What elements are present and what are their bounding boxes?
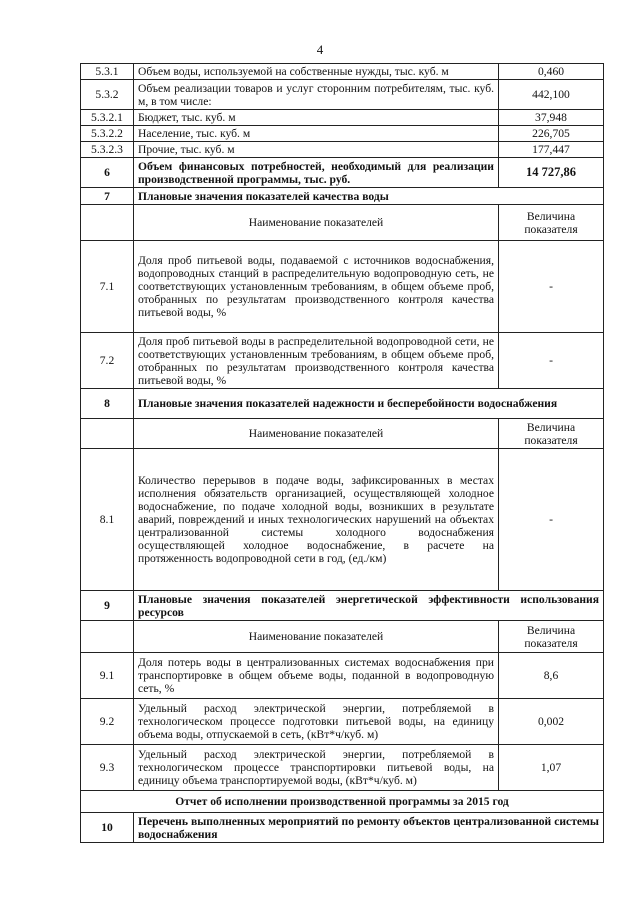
section-number: 7 xyxy=(81,188,134,205)
column-header-row xyxy=(81,419,604,449)
row-number: 6 xyxy=(81,158,134,188)
row-number: 7.2 xyxy=(81,333,134,389)
table-row xyxy=(81,80,604,110)
header-name: Наименование показателей xyxy=(134,419,499,449)
table-row xyxy=(81,126,604,142)
row-value: 0,002 xyxy=(499,699,604,745)
section-number: 9 xyxy=(81,591,134,621)
row-text: Население, тыс. куб. м xyxy=(134,126,499,142)
section-title: Перечень выполненных мероприятий по ремонту объектов централизованной системы водоснабжения xyxy=(134,813,604,843)
row-text: Бюджет, тыс. куб. м xyxy=(134,110,499,126)
row-value: 1,07 xyxy=(499,745,604,791)
header-value: Величина показателя xyxy=(499,419,604,449)
table-row xyxy=(81,653,604,699)
table-row-financial xyxy=(81,158,604,188)
report-title: Отчет об исполнении производственной программы за 2015 год xyxy=(81,791,604,813)
header-value: Величина показателя xyxy=(499,621,604,653)
row-text: Доля проб питьевой воды, подаваемой с источников водоснабжения, водопроводных станций в распределительную водопроводную сеть, не соответствующих установленным требованиям, в общем объеме проб, отобранных по результатам производственного контроля качества питьевой воды, % xyxy=(134,241,499,333)
row-number: 5.3.2.3 xyxy=(81,142,134,158)
row-number: 9.2 xyxy=(81,699,134,745)
column-header-row xyxy=(81,621,604,653)
row-value: 8,6 xyxy=(499,653,604,699)
row-text: Объем реализации товаров и услуг сторонним потребителям, тыс. куб. м, в том числе: xyxy=(134,80,499,110)
row-number: 5.3.2.2 xyxy=(81,126,134,142)
row-value: 226,705 xyxy=(499,126,604,142)
row-value: - xyxy=(499,241,604,333)
row-value: 442,100 xyxy=(499,80,604,110)
table-row xyxy=(81,110,604,126)
row-value: - xyxy=(499,449,604,591)
row-text: Доля проб питьевой воды в распределительной водопроводной сети, не соответствующих установленным требованиям, в общем объеме проб, отобранных по результатам производственного контроля качества питьевой воды, % xyxy=(134,333,499,389)
section-8-header xyxy=(81,389,604,419)
section-title: Плановые значения показателей надежности и бесперебойности водоснабжения xyxy=(134,389,604,419)
row-text: Прочие, тыс. куб. м xyxy=(134,142,499,158)
section-7-header xyxy=(81,188,604,205)
row-value: 0,460 xyxy=(499,64,604,80)
column-header-row xyxy=(81,205,604,241)
table-row xyxy=(81,699,604,745)
page-number: 4 xyxy=(316,42,324,57)
row-value: 14 727,86 xyxy=(499,158,604,188)
section-number: 10 xyxy=(81,813,134,843)
header-value: Величина показателя xyxy=(499,205,604,241)
table-row xyxy=(81,241,604,333)
row-number: 5.3.2.1 xyxy=(81,110,134,126)
report-title-row xyxy=(81,791,604,813)
row-text: Удельный расход электрической энергии, потребляемой в технологическом процессе транспортировки питьевой воды, на единицу объема транспортируемой воды, (кВт*ч/куб. м) xyxy=(134,745,499,791)
row-text: Удельный расход электрической энергии, потребляемой в технологическом процессе подготовки питьевой воды, на единицу объема воды, отпускаемой в сеть, (кВт*ч/куб. м) xyxy=(134,699,499,745)
section-9-header xyxy=(81,591,604,621)
row-number: 5.3.1 xyxy=(81,64,134,80)
section-10-header xyxy=(81,813,604,843)
section-title: Плановые значения показателей энергетической эффективности использования ресурсов xyxy=(134,591,604,621)
row-value: 37,948 xyxy=(499,110,604,126)
row-text: Объем воды, используемой на собственные нужды, тыс. куб. м xyxy=(134,64,499,80)
table-row xyxy=(81,333,604,389)
table-row xyxy=(81,745,604,791)
header-name: Наименование показателей xyxy=(134,621,499,653)
program-table xyxy=(80,63,604,843)
row-text: Объем финансовых потребностей, необходимый для реализации производственной программы, тыс. руб. xyxy=(134,158,499,188)
section-number: 8 xyxy=(81,389,134,419)
section-title: Плановые значения показателей качества воды xyxy=(134,188,604,205)
row-number: 9.3 xyxy=(81,745,134,791)
row-number: 5.3.2 xyxy=(81,80,134,110)
header-name: Наименование показателей xyxy=(134,205,499,241)
row-text: Количество перерывов в подаче воды, зафиксированных в местах исполнения обязательств организацией, осуществляющей холодное водоснабжение, по подаче холодной воды, возникших в результате аварий, повреждений и иных технологических нарушений на объектах централизованной системы холодного водоснабжения осуществляющей холодное водоснабжение, в расчете на протяженность водопроводной сети в год, (ед./км) xyxy=(134,449,499,591)
row-value: 177,447 xyxy=(499,142,604,158)
table-row xyxy=(81,64,604,80)
row-number: 9.1 xyxy=(81,653,134,699)
row-text: Доля потерь воды в централизованных системах водоснабжения при транспортировке в общем объеме воды, поданной в водопроводную сеть, % xyxy=(134,653,499,699)
table-row xyxy=(81,142,604,158)
row-number: 8.1 xyxy=(81,449,134,591)
row-value: - xyxy=(499,333,604,389)
table-row xyxy=(81,449,604,591)
row-number: 7.1 xyxy=(81,241,134,333)
